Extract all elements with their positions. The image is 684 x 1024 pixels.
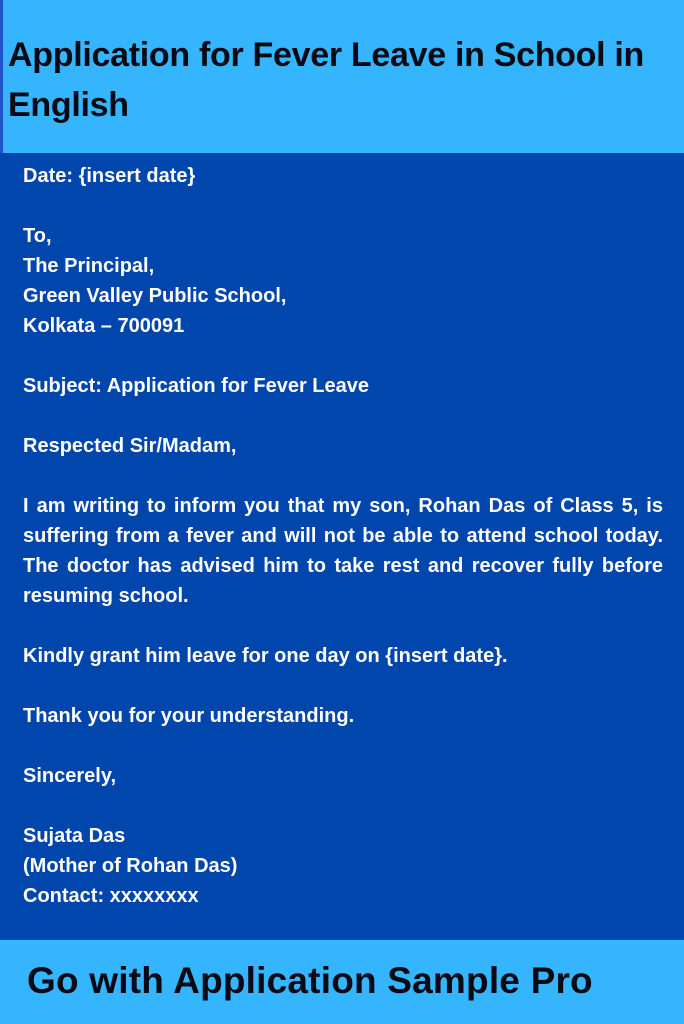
letter-request: Kindly grant him leave for one day on {insert date}. <box>23 645 508 667</box>
page-header <box>0 0 684 153</box>
letter-date-block <box>23 161 663 191</box>
letter-body <box>0 153 684 940</box>
sender-contact: Contact: xxxxxxxx <box>23 885 199 907</box>
letter-to: To, <box>23 225 52 247</box>
letter-school: Green Valley Public School, <box>23 285 287 307</box>
page-title: Application for Fever Leave in School in English <box>8 36 645 124</box>
letter-city: Kolkata – 700091 <box>23 315 185 337</box>
sender-name: Sujata Das <box>23 825 126 847</box>
letter-signature-block <box>23 821 663 911</box>
sender-relation: (Mother of Rohan Das) <box>23 855 238 877</box>
letter-subject: Subject: Application for Fever Leave <box>23 375 370 397</box>
letter-thanks: Thank you for your understanding. <box>23 705 355 727</box>
letter-date: Date: {insert date} <box>23 165 196 187</box>
page-footer <box>0 940 684 1024</box>
letter-main-paragraph: I am writing to inform you that my son, Rohan Das of Class 5, is suffering from a fever and will not be able to attend school today. The doctor has advised him to take rest and recover fully before resuming school. <box>23 495 663 607</box>
letter-salutation: Respected Sir/Madam, <box>23 435 237 457</box>
footer-brand-text: Go with Application Sample Pro <box>27 960 593 1001</box>
letter-address-block <box>23 221 663 341</box>
letter-closing: Sincerely, <box>23 765 117 787</box>
letter-recipient: The Principal, <box>23 255 155 277</box>
